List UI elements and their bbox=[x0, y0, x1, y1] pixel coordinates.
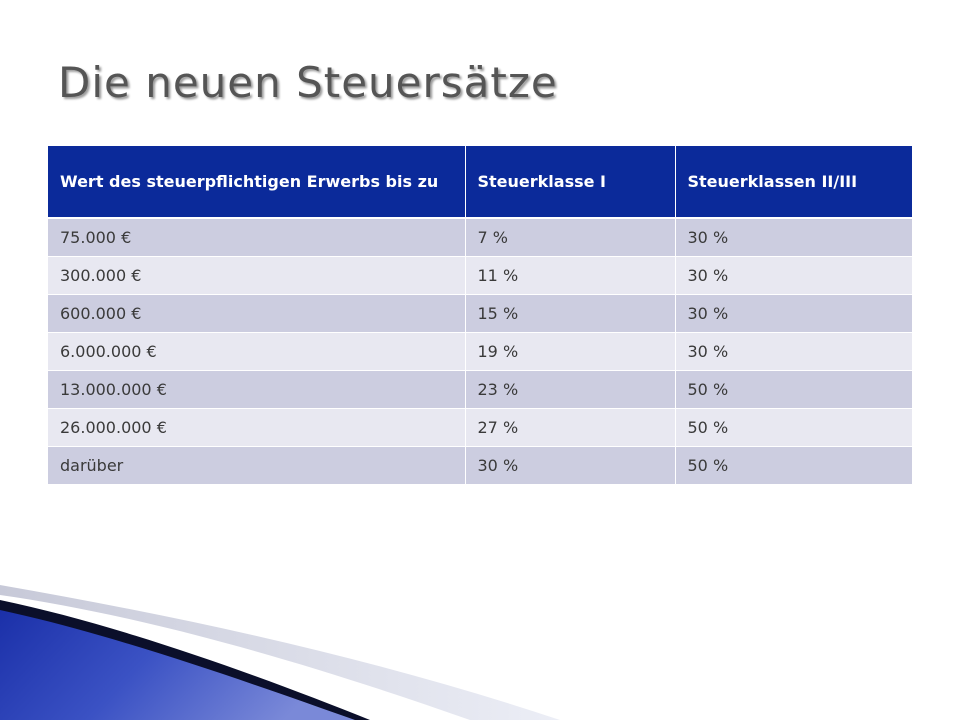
swoosh-blue-band bbox=[0, 605, 360, 720]
table-row bbox=[48, 295, 912, 333]
cell-tax-class-1: 15 % bbox=[465, 295, 675, 333]
cell-acquisition-value: 26.000.000 € bbox=[48, 409, 465, 447]
header-tax-class-2-3: Steuerklassen II/III bbox=[675, 146, 912, 218]
table-row bbox=[48, 409, 912, 447]
cell-tax-class-2-3: 50 % bbox=[675, 371, 912, 409]
cell-tax-class-1: 30 % bbox=[465, 447, 675, 485]
cell-acquisition-value: 600.000 € bbox=[48, 295, 465, 333]
cell-tax-class-2-3: 30 % bbox=[675, 295, 912, 333]
cell-acquisition-value: 6.000.000 € bbox=[48, 333, 465, 371]
table-row bbox=[48, 257, 912, 295]
cell-tax-class-1: 7 % bbox=[465, 218, 675, 257]
cell-tax-class-1: 11 % bbox=[465, 257, 675, 295]
cell-tax-class-1: 23 % bbox=[465, 371, 675, 409]
cell-tax-class-2-3: 30 % bbox=[675, 257, 912, 295]
cell-tax-class-2-3: 50 % bbox=[675, 409, 912, 447]
header-acquisition-value: Wert des steuerpflichtigen Erwerbs bis zu bbox=[48, 146, 465, 218]
cell-tax-class-2-3: 30 % bbox=[675, 218, 912, 257]
header-tax-class-1: Steuerklasse I bbox=[465, 146, 675, 218]
table-row bbox=[48, 371, 912, 409]
cell-tax-class-1: 19 % bbox=[465, 333, 675, 371]
cell-acquisition-value: 300.000 € bbox=[48, 257, 465, 295]
table-row bbox=[48, 218, 912, 257]
swoosh-grey-band bbox=[0, 585, 560, 720]
cell-tax-class-2-3: 50 % bbox=[675, 447, 912, 485]
table-row bbox=[48, 333, 912, 371]
cell-acquisition-value: darüber bbox=[48, 447, 465, 485]
table-header-row bbox=[48, 146, 912, 218]
table-row bbox=[48, 447, 912, 485]
cell-acquisition-value: 13.000.000 € bbox=[48, 371, 465, 409]
cell-tax-class-1: 27 % bbox=[465, 409, 675, 447]
cell-acquisition-value: 75.000 € bbox=[48, 218, 465, 257]
tax-rate-table bbox=[48, 146, 912, 485]
cell-tax-class-2-3: 30 % bbox=[675, 333, 912, 371]
slide-title: Die neuen Steuersätze bbox=[58, 58, 558, 107]
swoosh-dark-edge bbox=[0, 600, 370, 720]
